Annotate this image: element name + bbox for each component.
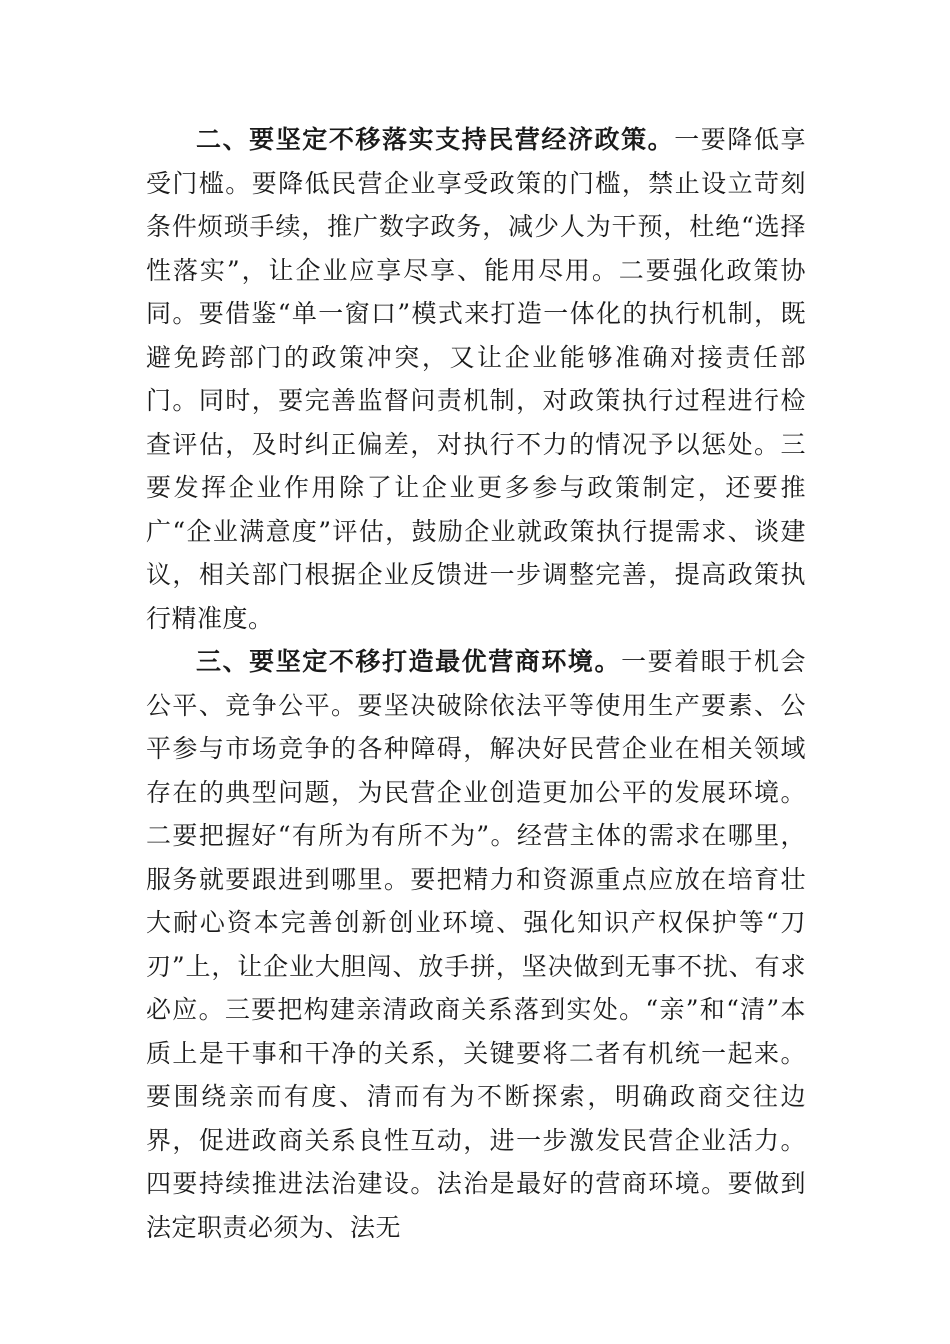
paragraph-text: 一要降低享受门槛。要降低民营企业享受政策的门槛，禁止设立苛刻条件烦琐手续，推广数字政务，减少人为干预，杜绝“选择性落实”，让企业应享尽享、能用尽用。二要强化政策协同。要借鉴“单一窗口”模式来打造一体化的执行机制，既避免跨部门的政策冲突，又让企业能够准确对接责任部门。同时，要完善监督问责机制，对政策执行过程进行检查评估，及时纠正偏差，对执行不力的情况予以惩处。三要发挥企业作用除了让企业更多参与政策制定，还要推广“企业满意度”评估，鼓励企业就政策执行提需求、谈建议，相关部门根据企业反馈进一步调整完善，提高政策执行精准度。 bbox=[146, 125, 806, 633]
paragraph-text: 一要着眼于机会公平、竞争公平。要坚决破除依法平等使用生产要素、公平参与市场竞争的各种障碍，解决好民营企业在相关领域存在的典型问题，为民营企业创造更加公平的发展环境。二要把握好“有所为有所不为”。经营主体的需求在哪里，服务就要跟进到哪里。要把精力和资源重点应放在培育壮大耐心资本完善创新创业环境、强化知识产权保护等“刀刃”上，让企业大胆闯、放手拼，坚决做到无事不扰、有求必应。三要把构建亲清政商关系落到实处。“亲”和“清”本质上是干事和干净的关系，关键要将二者有机统一起来。要围绕亲而有度、清而有为不断探索，明确政商交往边界，促进政商关系良性互动，进一步激发民营企业活力。四要持续推进法治建设。法治是最好的营商环境。要做到法定职责必须为、法无 bbox=[146, 647, 806, 1242]
paragraph-heading: 二、要坚定不移落实支持民营经济政策。 bbox=[196, 125, 675, 154]
paragraph-heading: 三、要坚定不移打造最优营商环境。 bbox=[196, 647, 622, 676]
paragraph-business-environment bbox=[146, 640, 806, 1249]
document-body bbox=[146, 118, 806, 1249]
paragraph-policy-implementation bbox=[146, 118, 806, 640]
